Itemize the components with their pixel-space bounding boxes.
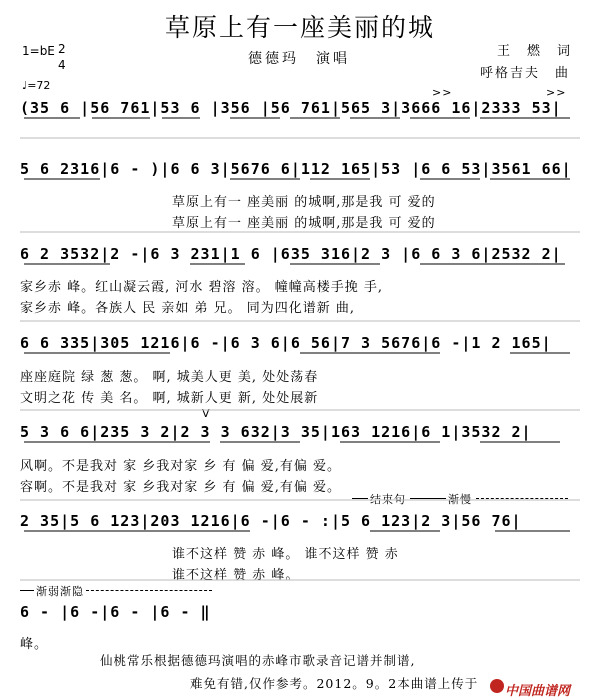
lyrics-row-7-verse-1: 峰。 — [20, 637, 49, 652]
ritardando-label: 渐慢 — [448, 493, 472, 506]
lyricist-credit: 王 燃 词 — [497, 44, 573, 59]
lyrics-row-4-verse-2: 文明之花 传 美 名。 啊, 城新人更 新, 处处展新 — [20, 391, 319, 406]
notation-row-1: (35 6 |56 761|53 6 |356 |56 761|565 3|3666 16|2333 53| — [20, 99, 562, 117]
composer-credit: 呼格吉夫 曲 — [480, 66, 571, 81]
lyrics-row-3-verse-2: 家乡赤 峰。各族人 民 亲如 弟 兄。 同为四化谱新 曲, — [20, 301, 356, 316]
singer-credit: 德德玛 演唱 — [248, 51, 350, 67]
lyrics-row-5-verse-1: 风啊。不是我对 家 乡我对家 乡 有 偏 爱,有偏 爱。 — [20, 459, 342, 474]
time-signature-top: 2 — [58, 42, 66, 56]
ending-label: 结束句 — [370, 493, 406, 506]
footer-note-line-1: 仙桃常乐根据德德玛演唱的赤峰市歌录音记谱并制谱, — [100, 653, 416, 668]
lyrics-row-5-verse-2: 容啊。不是我对 家 乡我对家 乡 有 偏 爱,有偏 爱。 — [20, 480, 342, 495]
fade-label: 渐弱渐隐 — [36, 585, 84, 598]
notation-row-6: 2 35|5 6 123|203 1216|6 -|6 - :|5 6 123|2 3|56 76| — [20, 512, 522, 530]
lyrics-row-2-verse-2: 草原上有一 座美丽 的城啊,那是我 可 爱的 — [172, 216, 436, 231]
lyrics-row-2-verse-1: 草原上有一 座美丽 的城啊,那是我 可 爱的 — [172, 195, 436, 210]
time-signature-bottom: 4 — [58, 58, 66, 72]
notation-row-3: 6 2 3532|2 -|6 3 231|1 6 |635 316|2 3 |6 6 3 6|2532 2| — [20, 245, 562, 263]
lyrics-row-6-verse-1: 谁不这样 赞 赤 峰。 谁不这样 赞 赤 — [172, 547, 399, 562]
footer-note-line-2: 难免有错,仅作参考。2012。9。2本曲谱上传于 — [190, 676, 479, 691]
notation-row-7: 6 - |6 -|6 - |6 - ‖ — [20, 603, 211, 621]
lyrics-row-6-verse-2: 谁不这样 赞 赤 峰。 — [172, 568, 300, 583]
accent-mark: >> — [432, 86, 453, 99]
lyrics-row-4-verse-1: 座座庭院 绿 葱 葱。 啊, 城美人更 美, 处处荡春 — [20, 370, 319, 385]
notation-row-4: 6 6 335|305 1216|6 -|6 3 6|6 56|7 3 5676|6 -|1 2 165| — [20, 334, 552, 352]
notation-row-2: 5 6 2316|6 - )|6 6 3|5676 6|112 165|53 |6 6 53|3561 66| — [20, 160, 572, 178]
accent-mark: >> — [546, 86, 567, 99]
notation-row-5: 5 3 6 6|235 3 2|2 3 3 632|3 35|163 1216|6 1|3532 2| — [20, 423, 532, 441]
tempo-marking: ♩=72 — [22, 79, 51, 92]
key-signature: 1=bE — [22, 44, 55, 58]
breath-mark: V — [202, 407, 211, 420]
site-watermark: 中国曲谱网 — [505, 684, 571, 699]
lyrics-row-3-verse-1: 家乡赤 峰。红山凝云霞, 河水 碧溶 溶。 幢幢高楼手挽 手, — [20, 280, 384, 295]
song-title: 草原上有一座美丽的城 — [164, 13, 435, 42]
